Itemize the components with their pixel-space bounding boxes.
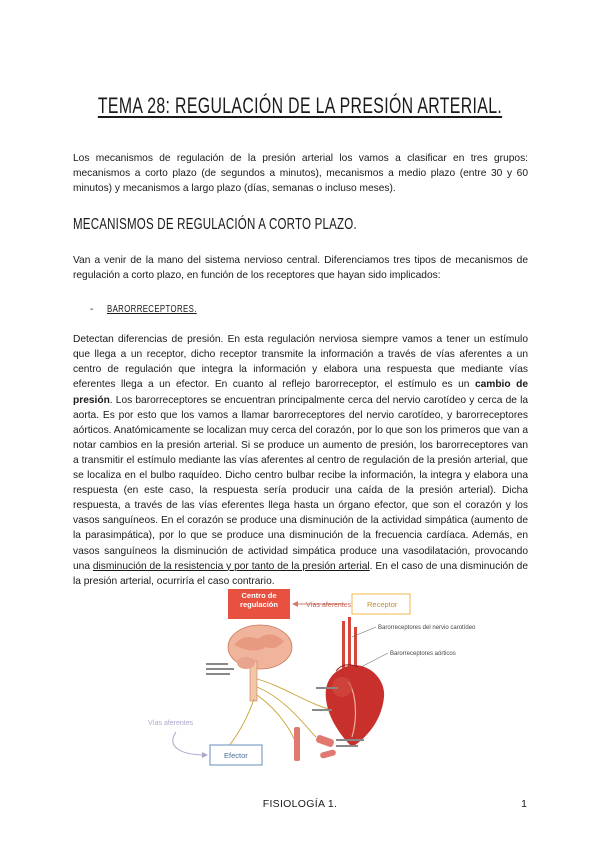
bullet-baroreceptors bbox=[90, 304, 222, 315]
blood-vessels bbox=[294, 727, 337, 761]
body-bold-text: cambio de presión bbox=[73, 379, 528, 406]
baro-carotideo-label bbox=[378, 625, 476, 631]
body-paragraph bbox=[73, 332, 528, 589]
receptor-label: Receptor bbox=[367, 600, 398, 609]
bullet-label: BARORRECEPTORES. bbox=[107, 304, 198, 315]
vias-aferentes-left-label: Vías aferentes bbox=[148, 720, 194, 727]
left-arrow-head bbox=[202, 752, 208, 758]
aortic-pointer bbox=[361, 653, 388, 667]
body-underlined-text: disminución de la resistencia y por tanto de la presión arterial bbox=[92, 560, 370, 572]
efector-label: Efector bbox=[224, 751, 248, 760]
intro-paragraph: Los mecanismos de regulación de la presión arterial los vamos a clasificar en tres grupos: mecanismos a corto plazo (de segundos a minutos), mecanismos a medio plazo (entre 30 y 60 minutos) y mecanismos a largo plazo (días, semanas o incluso meses). bbox=[73, 153, 528, 195]
body-text-2: . Los barorreceptores se encuentran principalmente cerca del nervio carotídeo y cerca de la aorta. Es por esto que los vamos a llamar barorreceptores del nervio carotídeo, y barorreceptores aórticos. Anatómicamente se localizan muy cerca del corazón, por lo que son los primeros que van a notar cambios en la presión arterial. Si se produce un aumento de presión, los barorreceptores van a transmitir el estímulo mediante las vías aferentes al centro de regulación de la presión arterial, que se localiza en el bulbo raquídeo. Dicho centro bulbar recibe la información, la integra y elabora una respuesta (en este caso, la respuesta sería producir una caída de la presión arterial). Dicha respuesta, a través de las vías eferentes llega hasta un órgano efector, que son el corazón y los vasos sanguíneos. En el corazón se produce una disminución de la actividad simpática (aumento de la parasimpática), por lo que se produce una disminución de la frecuencia cardíaca. Además, en vasos sanguíneos la disminución de actividad simpática produce una vasodilatación, provocando una bbox=[73, 394, 528, 572]
baro-aorticos-label bbox=[390, 651, 456, 657]
baro-carotideo-text: Barorreceptores del nervio carotídeo bbox=[378, 625, 476, 631]
baroreceptor-reflex-figure bbox=[146, 587, 476, 772]
bullet-dash: - bbox=[90, 304, 94, 315]
heart-illustration bbox=[326, 665, 384, 747]
footer-text: FISIOLOGÍA 1. bbox=[262, 798, 338, 810]
left-arrow-path bbox=[173, 732, 206, 755]
baro-aorticos-text: Barorreceptores aórticos bbox=[390, 651, 456, 657]
page-title: TEMA 28: REGULACIÓN DE LA PRESIÓN ARTERIAL. bbox=[97, 92, 503, 118]
top-arrow-head bbox=[292, 601, 298, 607]
vias-aferentes-top-label: Vías aferentes bbox=[306, 602, 352, 609]
section-heading: MECANISMOS DE REGULACIÓN A CORTO PLAZO. bbox=[73, 216, 357, 233]
brain-illustration bbox=[228, 625, 292, 701]
brainstem-labels bbox=[206, 663, 234, 675]
section-intro-paragraph: Van a venir de la mano del sistema nervioso central. Diferenciamos tres tipos de mecanismos de regulación a corto plazo, en función de los receptores que hayan sido implicados: bbox=[73, 255, 528, 282]
page-number: 1 bbox=[521, 798, 527, 810]
body-text-3: . En el caso de una disminución de la presión arterial, ocurriría el caso contrario. bbox=[73, 560, 528, 587]
centro-regulacion-label: Centro de regulación bbox=[240, 591, 278, 609]
body-text-1: Detectan diferencias de presión. En esta regulación nerviosa siempre vamos a tener un estímulo que llega a un receptor, dicho receptor transmite la información a través de vías aferentes a un centro de regulación que integra la información y elabora una respuesta que mediante vías eferentes llega a un efector. En cuanto al reflejo barorreceptor, el estímulo es un bbox=[73, 334, 528, 391]
